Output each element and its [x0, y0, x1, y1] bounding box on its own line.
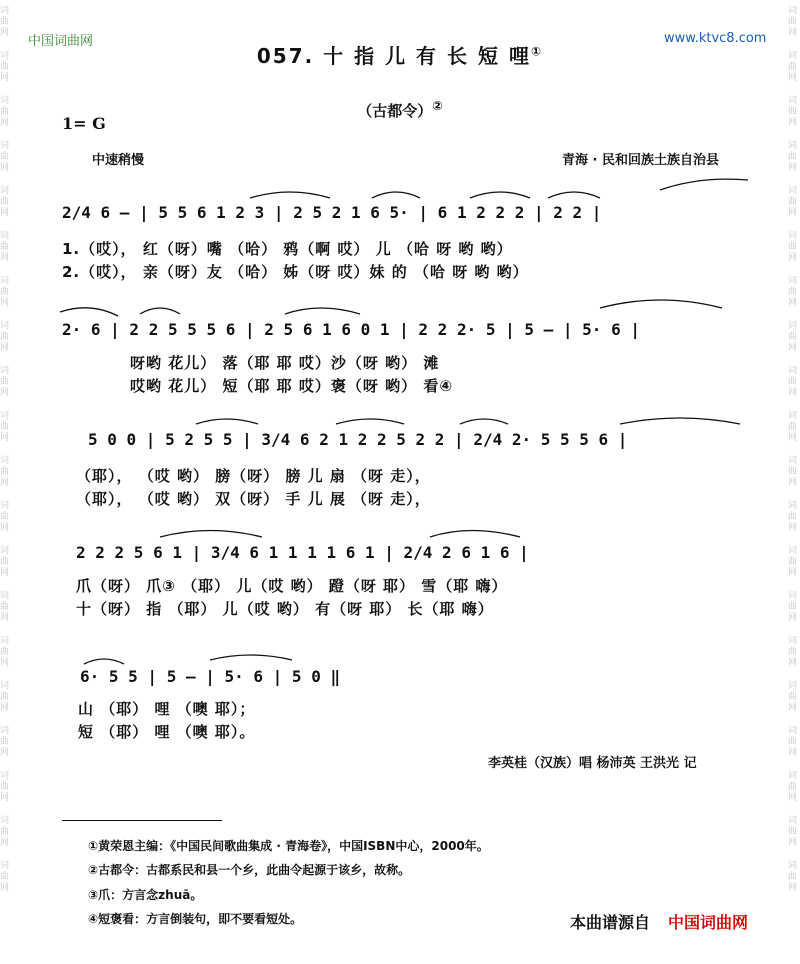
watermark-text: 词曲网 [0, 816, 10, 848]
watermark-text: 词曲网 [0, 51, 10, 83]
key-signature: 1= G [62, 114, 106, 133]
region-label: 青海 · 民和回族土族自治县 [562, 153, 719, 168]
watermark-text: 词曲网 [0, 681, 10, 713]
watermark-text: 词曲网 [0, 186, 10, 218]
lyric-row-3-verse-1: （耶）， （哎 哟） 膀（呀） 膀 儿 扇 （呀 走）， [76, 467, 431, 485]
watermark-text: 词曲网 [788, 51, 798, 83]
lyric-row-1-verse-1: 1.（哎）， 红（呀）嘴 （哈） 鸦（啊 哎） 儿 （哈 呀 哟 哟） [62, 240, 513, 258]
watermark-text: 词曲网 [0, 231, 10, 263]
watermark-text: 词曲网 [788, 771, 798, 803]
footnote-divider [62, 820, 222, 821]
lyric-row-1-verse-2: 2.（哎）， 亲（呀）友 （哈） 姊（呀 哎）妹 的 （哈 呀 哟 哟） [62, 263, 529, 281]
site-name-left[interactable]: 中国词曲网 [28, 34, 94, 49]
footnote-4: ④短褒看：方言倒装句，即不要看短处。 [88, 912, 303, 926]
watermark-text: 词曲网 [788, 411, 798, 443]
watermark-text: 词曲网 [788, 141, 798, 173]
lyric-row-3-verse-2: （耶）， （哎 哟） 双（呀） 手 儿 展 （呀 走）， [76, 490, 431, 508]
watermark-text: 词曲网 [788, 591, 798, 623]
watermark-text: 词曲网 [0, 321, 10, 353]
watermark-text: 词曲网 [788, 816, 798, 848]
notation-row-1: 2/4 6 – | 5 5 6 1 2 3 | 2 5 2 1 6 5· | 6 1 2 2 2 | 2 2 | [62, 203, 602, 222]
title-footnote-mark: ① [530, 44, 544, 59]
watermark-text: 词曲网 [788, 96, 798, 128]
watermark-text: 词曲网 [0, 771, 10, 803]
watermark-text: 词曲网 [0, 861, 10, 893]
notation-row-2: 2· 6 | 2 2 5 5 5 6 | 2 5 6 1 6 0 1 | 2 2 2· 5 | 5 – | 5· 6 | [62, 320, 640, 339]
watermark-text: 词曲网 [788, 861, 798, 893]
watermark-text: 词曲网 [788, 456, 798, 488]
watermark-text: 词曲网 [0, 141, 10, 173]
lyric-row-4-verse-2: 十（呀） 指 （耶） 儿（哎 哟） 有（呀 耶） 长（耶 嗨） [76, 600, 494, 618]
watermark-text: 词曲网 [788, 501, 798, 533]
watermark-text: 词曲网 [788, 546, 798, 578]
source-prefix: 本曲谱源自 [570, 913, 651, 932]
watermark-text: 词曲网 [0, 276, 10, 308]
watermark-text: 词曲网 [788, 366, 798, 398]
watermark-text: 词曲网 [788, 726, 798, 758]
footnote-2: ②古都令：古都系民和县一个乡，此曲令起源于该乡，故称。 [88, 863, 411, 877]
performer-credit: 李英桂（汉族）唱 杨沛英 王洪光 记 [488, 756, 697, 771]
title-text: 057. 十 指 儿 有 长 短 哩 [256, 44, 531, 68]
watermark-text: 词曲网 [0, 411, 10, 443]
watermark-text: 词曲网 [0, 96, 10, 128]
watermark-text: 词曲网 [788, 276, 798, 308]
footnote-3: ③爪：方言念zhuā。 [88, 888, 203, 902]
watermark-text: 词曲网 [788, 681, 798, 713]
subtitle-footnote-mark: ② [432, 98, 443, 113]
watermark-text: 词曲网 [788, 321, 798, 353]
lyric-row-2-verse-1: 呀哟 花儿） 落（耶 耶 哎）沙（呀 哟） 滩 [130, 354, 440, 372]
lyric-row-5-verse-1: 山 （耶） 哩 （噢 耶）； [78, 700, 256, 718]
lyric-row-2-verse-2: 哎哟 花儿） 短（耶 耶 哎）褒（呀 哟） 看④ [130, 377, 454, 395]
watermark-text: 词曲网 [788, 636, 798, 668]
notation-row-5: 6· 5 5 | 5 – | 5· 6 | 5 0 ‖ [80, 667, 341, 686]
watermark-text: 词曲网 [0, 636, 10, 668]
watermark-text: 词曲网 [788, 186, 798, 218]
footnote-1: ①黄荣恩主编：《中国民间歌曲集成 · 青海卷》，中国ISBN中心，2000年。 [88, 839, 489, 853]
watermark-text: 词曲网 [0, 591, 10, 623]
lyric-row-4-verse-1: 爪（呀） 爪③ （耶） 儿（哎 哟） 蹬（呀 耶） 雪（耶 嗨） [76, 577, 508, 595]
notation-row-3: 5 0 0 | 5 2 5 5 | 3/4 6 2 1 2 2 5 2 2 | 2/4 2· 5 5 5 6 | [88, 430, 628, 449]
source-site-link[interactable]: 中国词曲网 [668, 913, 749, 932]
watermark-text: 词曲网 [0, 546, 10, 578]
site-url-right[interactable]: www.ktvc8.com [664, 31, 767, 46]
watermark-text: 词曲网 [0, 366, 10, 398]
watermark-text: 词曲网 [0, 6, 10, 38]
tempo-marking: 中速稍慢 [92, 153, 145, 168]
notation-row-4: 2 2 2 5 6 1 | 3/4 6 1 1 1 1 6 1 | 2/4 2 6 1 6 | [76, 543, 529, 562]
watermark-text: 词曲网 [788, 231, 798, 263]
source-attribution [570, 910, 748, 933]
watermark-text: 词曲网 [788, 6, 798, 38]
watermark-text: 词曲网 [0, 501, 10, 533]
watermark-text: 词曲网 [0, 456, 10, 488]
watermark-text: 词曲网 [0, 726, 10, 758]
lyric-row-5-verse-2: 短 （耶） 哩 （噢 耶）。 [78, 723, 256, 741]
subtitle-text: （古都令） [357, 102, 433, 120]
